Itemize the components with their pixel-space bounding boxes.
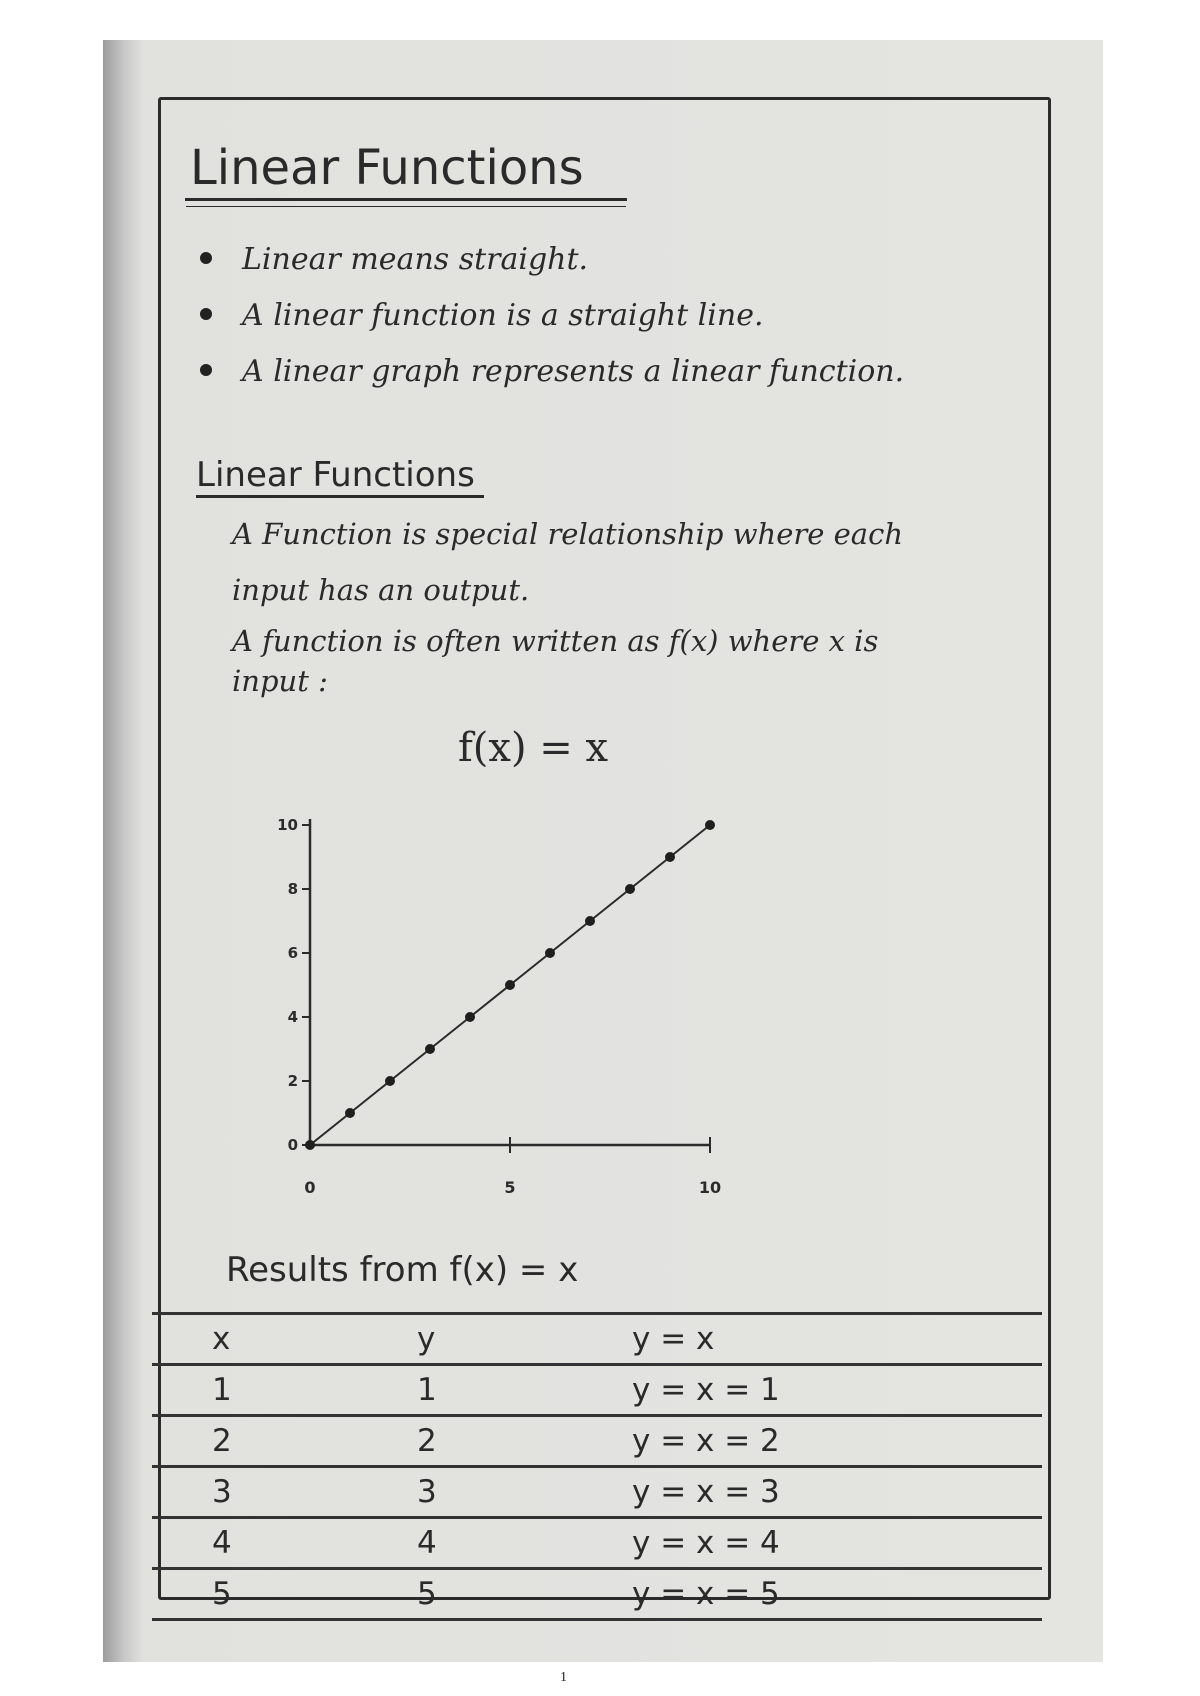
data-point (465, 1012, 475, 1022)
cell-x: 1 (212, 1372, 232, 1408)
table-row (152, 1465, 1042, 1516)
cell-y: 2 (417, 1423, 437, 1459)
header-y: y (417, 1321, 436, 1357)
cell-equation: y = x = 3 (632, 1474, 780, 1510)
page-number: 1 (560, 1670, 567, 1685)
cell-equation: y = x = 1 (632, 1372, 780, 1408)
title-underline (185, 198, 627, 201)
linear-function-chart (250, 800, 730, 1220)
table-caption: Results from f(x) = x (226, 1250, 579, 1290)
data-point (545, 948, 555, 958)
bullet-text: Linear means straight. (242, 242, 589, 277)
data-point (505, 980, 515, 990)
bullet-dot-icon (200, 252, 212, 264)
x-tick-label: 0 (304, 1178, 316, 1197)
table-row (152, 1363, 1042, 1414)
data-point (345, 1108, 355, 1118)
y-tick-label: 6 (287, 944, 298, 962)
y-tick-label: 10 (277, 816, 298, 834)
section-heading-underline (196, 495, 484, 498)
cell-equation: y = x = 5 (632, 1576, 780, 1612)
x-tick-label: 10 (698, 1178, 722, 1197)
paragraph-line: A function is often written as f(x) where x is (232, 624, 879, 658)
paragraph-line: A Function is special relationship where each (232, 517, 903, 551)
cell-x: 2 (212, 1423, 232, 1459)
cell-equation: y = x = 4 (632, 1525, 780, 1561)
data-point (665, 852, 675, 862)
results-table (152, 1312, 1042, 1621)
y-tick-label: 2 (287, 1072, 298, 1090)
table-row (152, 1567, 1042, 1621)
data-point (625, 884, 635, 894)
cell-equation: y = x = 2 (632, 1423, 780, 1459)
section-heading: Linear Functions (196, 455, 475, 495)
paragraph-line: input has an output. (232, 573, 530, 607)
bullet-text: A linear function is a straight line. (242, 298, 764, 333)
x-tick-label: 5 (504, 1178, 516, 1197)
bullet-dot-icon (200, 308, 212, 320)
cell-y: 5 (417, 1576, 437, 1612)
header-x: x (212, 1321, 231, 1357)
page-title: Linear Functions (190, 140, 584, 196)
paragraph-line: input : (232, 664, 328, 698)
function-formula: f(x) = x (458, 725, 609, 771)
table-row (152, 1516, 1042, 1567)
cell-y: 3 (417, 1474, 437, 1510)
cell-x: 3 (212, 1474, 232, 1510)
data-point (385, 1076, 395, 1086)
bullet-dot-icon (200, 364, 212, 376)
bullet-text: A linear graph represents a linear function. (242, 354, 905, 389)
cell-x: 4 (212, 1525, 232, 1561)
data-point (705, 820, 715, 830)
header-equation: y = x (632, 1321, 715, 1357)
data-point (585, 916, 595, 926)
y-tick-label: 8 (287, 880, 298, 898)
table-header-row (152, 1312, 1042, 1363)
cell-y: 1 (417, 1372, 437, 1408)
y-tick-label: 4 (287, 1008, 298, 1026)
cell-y: 4 (417, 1525, 437, 1561)
cell-x: 5 (212, 1576, 232, 1612)
y-tick-label: 0 (287, 1136, 298, 1154)
data-point (425, 1044, 435, 1054)
data-point (305, 1140, 315, 1150)
table-row (152, 1414, 1042, 1465)
